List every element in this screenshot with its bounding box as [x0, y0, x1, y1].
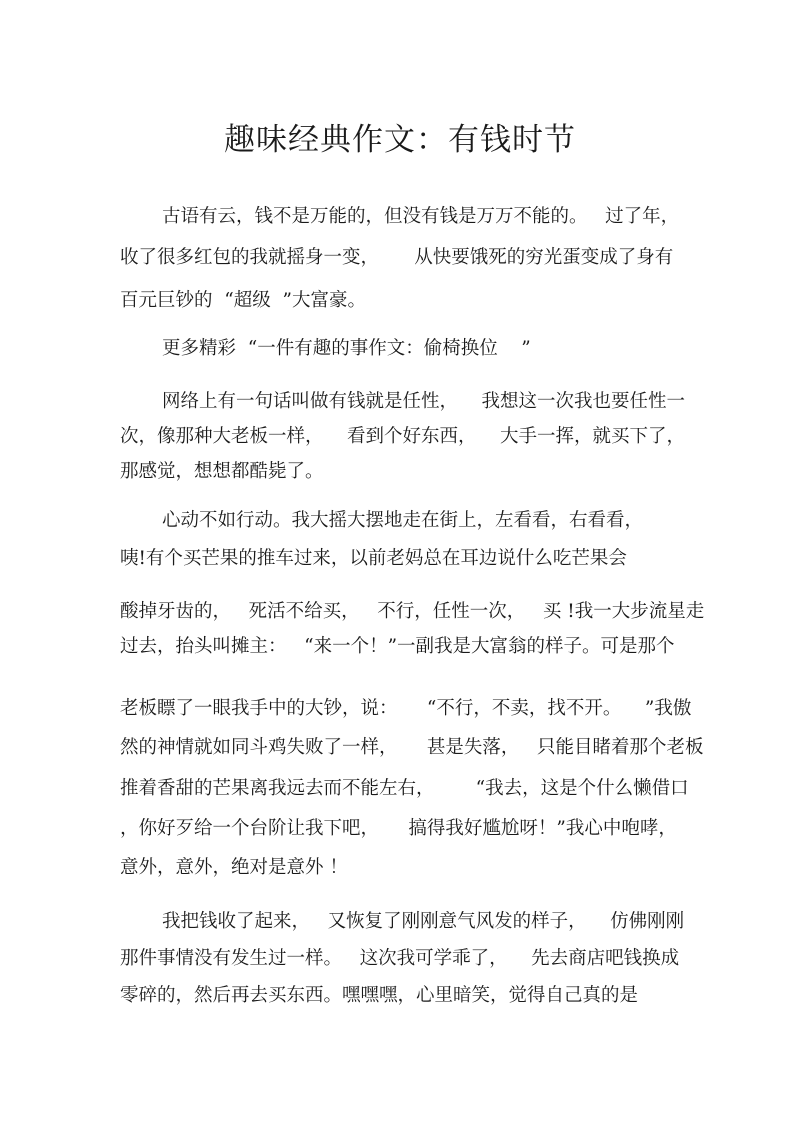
- paragraph-line: 收了很多红包的我就摇身一变， 从快要饿死的穷光蛋变成了身有: [120, 247, 674, 268]
- paragraph-line: 古语有云，钱不是万能的，但没有钱是万万不能的。 过了年，: [162, 206, 680, 227]
- paragraph-line: 更多精彩 “一件有趣的事作文：偷椅换位 ”: [162, 338, 531, 359]
- paragraph-line: 意外，意外，绝对是意外 ！: [120, 857, 348, 878]
- paragraph-line: 然的神情就如同斗鸡失败了一样， 甚是失落， 只能目睹着那个老板: [120, 737, 704, 758]
- document-title: 趣味经典作文：有钱时节: [224, 122, 576, 158]
- paragraph-line: 老板瞟了一眼我手中的大钞，说： “不行，不卖，找不开。 ”我傲: [120, 698, 692, 719]
- paragraph-line: 咦!有个买芒果的推车过来，以前老妈总在耳边说什么吃芒果会: [120, 548, 627, 569]
- paragraph-line: 那件事情没有发生过一样。 这次我可学乖了， 先去商店吧钱换成: [120, 948, 680, 969]
- paragraph-line: 次，像那种大老板一样， 看到个好东西， 大手一挥，就买下了，: [120, 426, 686, 447]
- paragraph-line: 酸掉牙齿的， 死活不给买， 不行，任性一次， 买 !我一大步流星走: [120, 601, 705, 622]
- paragraph-line: 我把钱收了起来， 又恢复了刚刚意气风发的样子， 仿佛刚刚: [162, 911, 685, 932]
- paragraph-line: 零碎的，然后再去买东西。嘿嘿嘿，心里暗笑，觉得自己真的是: [120, 985, 639, 1006]
- paragraph-line: ，你好歹给一个台阶让我下吧， 搞得我好尴尬呀！”我心中咆哮，: [120, 818, 677, 839]
- paragraph-line: 心动不如行动。我大摇大摆地走在街上，左看看，右看看，: [162, 510, 644, 531]
- paragraph-line: 推着香甜的芒果离我远去而不能左右， “我去，这是个什么懒借口: [120, 778, 689, 799]
- paragraph-line: 百元巨钞的 “超级 ”大富豪。: [120, 290, 366, 311]
- paragraph-line: 过去，抬头叫摊主： “来一个！”一副我是大富翁的样子。可是那个: [120, 636, 675, 657]
- paragraph-line: 那感觉，想想都酷毙了。: [120, 461, 324, 482]
- paragraph-line: 网络上有一句话叫做有钱就是任性， 我想这一次我也要任性一: [162, 391, 686, 412]
